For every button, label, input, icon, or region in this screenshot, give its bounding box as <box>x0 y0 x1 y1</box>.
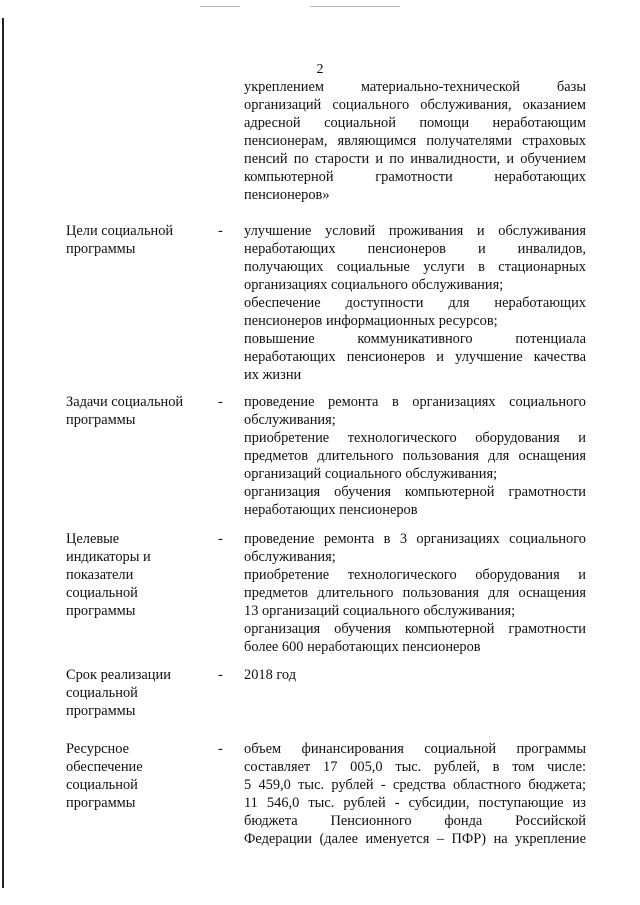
label-line: программы <box>66 241 136 257</box>
section-label <box>66 666 206 720</box>
section-content <box>244 740 586 848</box>
text-line: организация обучения компьютерной грамотности <box>244 621 586 637</box>
label-line: программы <box>66 603 136 619</box>
text-line: организациях социального обслуживания; <box>244 277 504 293</box>
text-line: пенсионерам, являющимся получателями страховых <box>244 133 586 149</box>
label-line: Срок реализации <box>66 667 171 683</box>
text-line: Федерации (далее именуется – ПФР) на укрепление <box>244 831 586 847</box>
label-line: обеспечение <box>66 759 143 775</box>
label-line: Ресурсное <box>66 741 129 757</box>
dash-separator: - <box>218 394 223 410</box>
text-line: неработающих пенсионеров и улучшение качества <box>244 349 586 365</box>
label-line: программы <box>66 795 136 811</box>
section-label <box>66 740 206 812</box>
text-line: получающих социальные услуги в стационарных <box>244 259 586 275</box>
dash-separator: - <box>218 741 223 757</box>
section-label <box>66 222 206 258</box>
text-line: пенсионеров информационных ресурсов; <box>244 313 498 329</box>
page-number: 2 <box>316 62 324 77</box>
label-line: программы <box>66 703 136 719</box>
dash-separator: - <box>218 223 223 239</box>
label-line: Цели социальной <box>66 223 174 239</box>
text-line: проведение ремонта в 3 организациях социального <box>244 531 586 547</box>
section-content <box>244 666 586 684</box>
text-line: пенсионеров» <box>244 187 330 203</box>
text-line: обслуживания; <box>244 549 336 565</box>
text-line: обслуживания; <box>244 412 336 428</box>
text-line: 2018 год <box>244 667 297 683</box>
text-line: организаций социального обслуживания; <box>244 466 498 482</box>
text-line: приобретение технологического оборудования и <box>244 567 586 583</box>
label-line: показатели <box>66 567 134 583</box>
scan-left-edge <box>2 18 4 888</box>
section-label <box>66 530 206 620</box>
text-line: пенсий по старости и по инвалидности, и обучением <box>244 151 586 167</box>
label-line: социальной <box>66 585 138 601</box>
text-line: предметов длительного пользования для оснащения <box>244 585 586 601</box>
text-line: объем финансирования социальной программы <box>244 741 586 757</box>
text-line: организация обучения компьютерной грамотности <box>244 484 586 500</box>
text-line: 5 459,0 тыс. рублей - средства областного бюджета; <box>244 777 586 793</box>
text-line: составляет 17 005,0 тыс. рублей, в том числе: <box>244 759 586 775</box>
text-line: адресной социальной помощи неработающим <box>244 115 586 131</box>
text-line: неработающих пенсионеров <box>244 502 418 518</box>
continuation-paragraph <box>244 78 586 204</box>
text-line: повышение коммуникативного потенциала <box>244 331 586 347</box>
text-line: неработающих пенсионеров и инвалидов, <box>244 241 586 257</box>
label-line: Целевые <box>66 531 120 547</box>
text-line: более 600 неработающих пенсионеров <box>244 639 481 655</box>
text-line: укреплением материально-технической базы <box>244 79 586 95</box>
section-content <box>244 530 586 656</box>
text-line: их жизни <box>244 367 302 383</box>
scan-artifact-top <box>200 6 240 7</box>
text-line: 13 организаций социального обслуживания; <box>244 603 516 619</box>
dash-separator: - <box>218 531 223 547</box>
section-content <box>244 222 586 384</box>
label-line: социальной <box>66 777 138 793</box>
scan-artifact-top-right <box>310 6 400 7</box>
text-line: компьютерной грамотности неработающих <box>244 169 586 185</box>
text-line: предметов длительного пользования для оснащения <box>244 448 586 464</box>
text-line: проведение ремонта в организациях социального <box>244 394 586 410</box>
label-line: индикаторы и <box>66 549 151 565</box>
label-line: Задачи социальной <box>66 394 184 410</box>
label-line: программы <box>66 412 136 428</box>
text-line: 11 546,0 тыс. рублей - субсидии, поступающие из <box>244 795 586 811</box>
text-line: улучшение условий проживания и обслуживания <box>244 223 586 239</box>
text-line: обеспечение доступности для неработающих <box>244 295 586 311</box>
text-line: приобретение технологического оборудования и <box>244 430 586 446</box>
dash-separator: - <box>218 667 223 683</box>
text-line: бюджета Пенсионного фонда Российской <box>244 813 586 829</box>
section-label <box>66 393 206 429</box>
label-line: социальной <box>66 685 138 701</box>
section-content <box>244 393 586 519</box>
text-line: организаций социального обслуживания, оказанием <box>244 97 586 113</box>
